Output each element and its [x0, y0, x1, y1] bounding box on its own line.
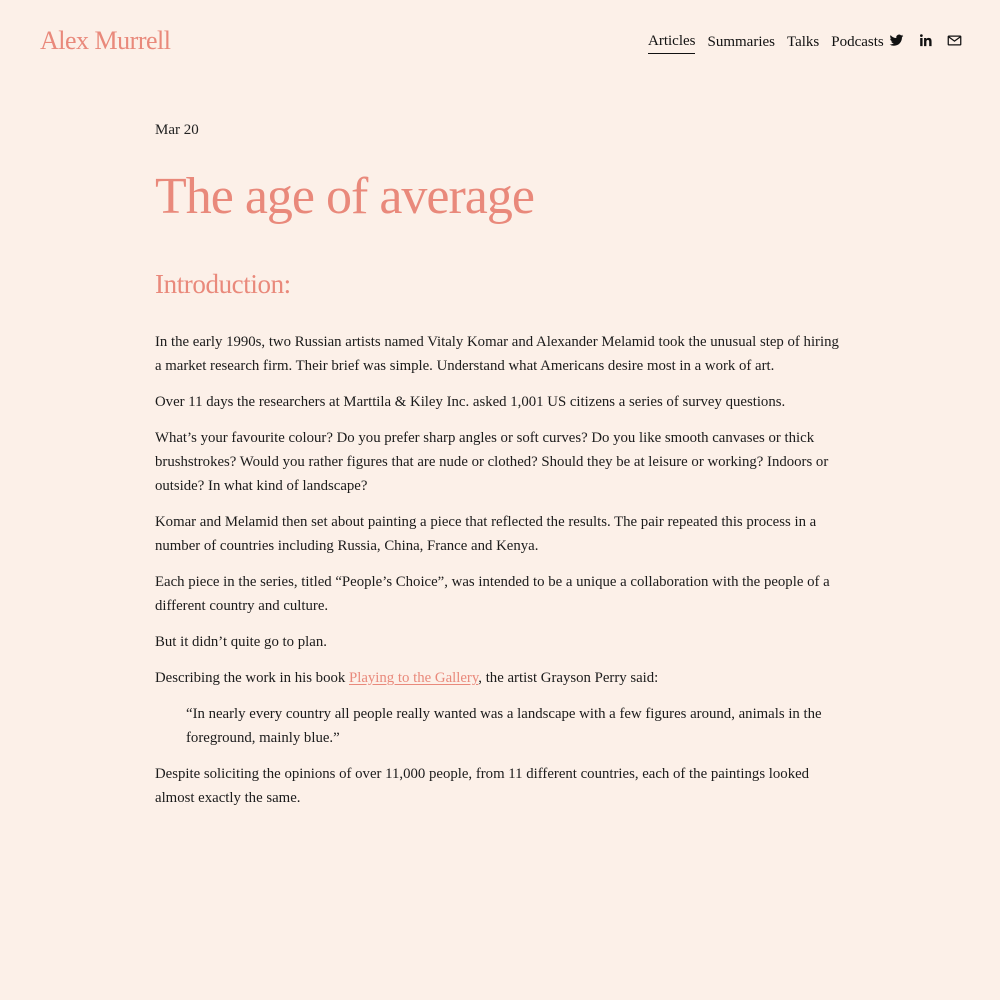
describing-text-before: Describing the work in his book — [155, 670, 349, 686]
article-title: The age of average — [155, 168, 534, 225]
paragraph-3: What’s your favourite colour? Do you prefer sharp angles or soft curves? Do you like smooth canvases or thick brushstrokes? Would you rather figures that are nude or clothed? Should they be at leisure or working? Indoors or outside? In what kind of landscape? — [155, 430, 829, 494]
main-nav — [648, 32, 896, 54]
nav-podcasts[interactable]: Podcasts — [831, 33, 884, 50]
article-date: Mar 20 — [155, 122, 199, 138]
social-links — [889, 33, 962, 48]
site-title[interactable]: Alex Murrell — [40, 26, 171, 55]
paragraph-4: Komar and Melamid then set about painting a piece that reflected the results. The pair repeated this process in a number of countries including Russia, China, France and Kenya. — [155, 514, 817, 554]
nav-talks[interactable]: Talks — [786, 33, 820, 50]
section-heading: Introduction: — [155, 269, 291, 299]
paragraph-1: In the early 1990s, two Russian artists named Vitaly Komar and Alexander Melamid took the unusual step of hiring a market research firm. Their brief was simple. Understand what Americans desire most in a work of art. — [155, 334, 839, 374]
mail-icon[interactable] — [947, 33, 962, 48]
nav-summaries[interactable]: Summaries — [707, 33, 775, 50]
paragraph-5: Each piece in the series, titled “People’s Choice”, was intended to be a unique a collaboration with the people of a different country and culture. — [155, 574, 830, 614]
describing-text-after: , the artist Grayson Perry said: — [478, 670, 659, 686]
nav-articles[interactable]: Articles — [648, 32, 695, 54]
paragraph-6: But it didn’t quite go to plan. — [155, 634, 327, 650]
blockquote: “In nearly every country all people really wanted was a landscape with a few figures around, animals in the foreground, mainly blue.” — [186, 706, 822, 746]
book-link[interactable]: Playing to the Gallery — [348, 670, 479, 686]
paragraph-2: Over 11 days the researchers at Marttila & Kiley Inc. asked 1,001 US citizens a series of survey questions. — [155, 394, 786, 410]
twitter-icon[interactable] — [889, 33, 904, 48]
paragraph-describing — [155, 666, 845, 690]
linkedin-icon[interactable] — [918, 33, 933, 48]
paragraph-closing: Despite soliciting the opinions of over 11,000 people, from 11 different countries, each of the paintings looked almost exactly the same. — [155, 766, 810, 806]
article — [155, 122, 845, 822]
